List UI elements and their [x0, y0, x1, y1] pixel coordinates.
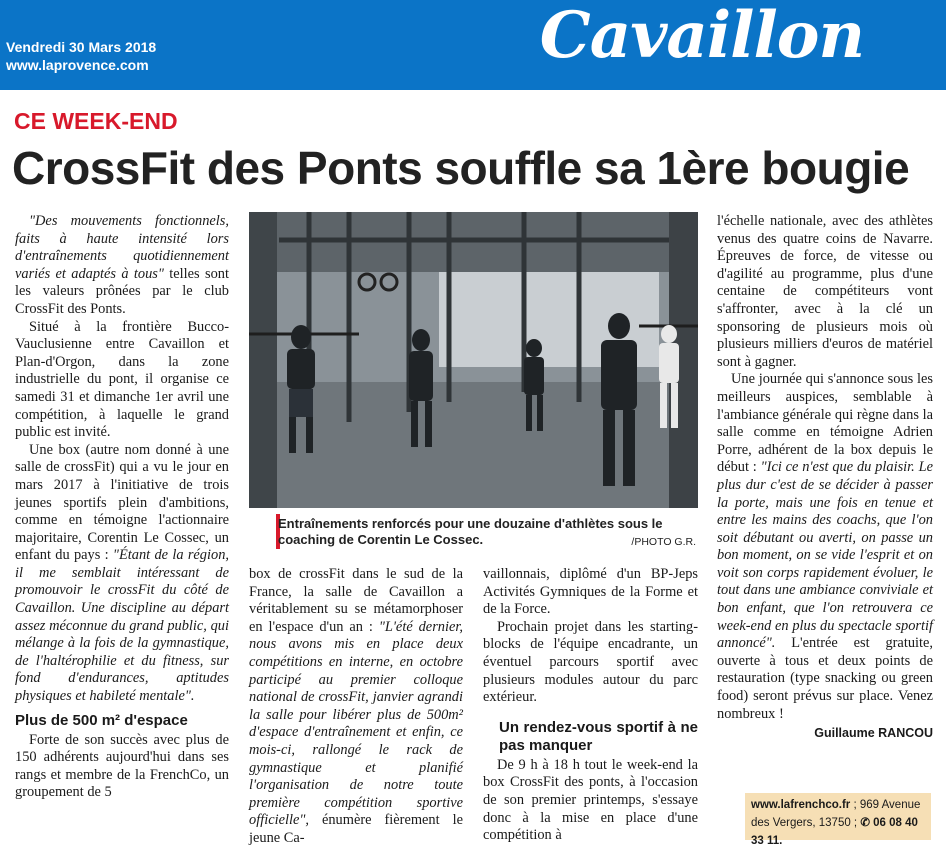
paragraph-text: énumère fièrement le jeune Ca-: [249, 812, 463, 846]
author-byline: Guillaume RANCOU: [814, 726, 933, 741]
paragraph-text: L'entrée est gratuite, ouverte à tous et deux points de restauration (type snacking ou green food) seront prévus sur place. Venez nombreux !: [717, 635, 933, 722]
masthead-date-block: [6, 38, 156, 74]
website-link[interactable]: www.laprovence.com: [6, 57, 149, 73]
masthead-banner: [0, 0, 946, 90]
section-title-city: Cavaillon: [539, 0, 864, 73]
club-website-link[interactable]: www.lafrenchco.fr: [751, 799, 851, 811]
quote-text: "Ici ce n'est que du plaisir. Le plus dur c'est de se décider à passer la porte, mais une fois en tenue et entre les mains des coachs, que l'on soit débutant ou averti, on passe un bon moment, on se vide l'esprit et on voit son corps rapidement évoluer, le tout dans une ambiance conviviale et bon enfant, que l'on retrouvera ce week-end en plus du spectacle sportif annoncé".: [717, 459, 933, 652]
paragraph: Situé à la frontière Bucco-Vauclusienne entre Cavaillon et Plan-d'Orgon, dans la zone industrielle du pont, il organise ce samedi 31 et dimanche 1er avril une compétition, à laquelle le grand public est invité.: [15, 318, 229, 441]
subheading: Un rendez-vous sportif à ne pas manquer: [499, 718, 698, 754]
paragraph: [15, 442, 229, 706]
paragraph: [15, 213, 229, 319]
paragraph: De 9 h à 18 h tout le week-end la box CrossFit des ponts, à l'occasion de son premier printemps, s'essaye donc à la mise en place d'une compétition à: [483, 756, 698, 844]
quote-text: "Des mouvements fonctionnels, faits à haute intensité lors d'entraînements quotidiennement variés et adaptés à tous": [15, 213, 229, 282]
article-photo: [249, 212, 698, 508]
paragraph: [717, 371, 933, 723]
paragraph: l'échelle nationale, avec des athlètes venus des quatre coins de Navarre. Épreuves de force, de vitesse ou d'agilité au programme, plus d'une centaine de compétiteurs vont s'affronter, avec à la clé un sponsoring de plusieurs mois où plusieurs milliers d'euros de matériel sont à gagner.: [717, 213, 933, 370]
paragraph: vaillonnais, diplômé d'un BP-Jeps Activités Gymniques de la Forme et de la Force.: [483, 566, 698, 618]
paragraph-text: Une journée qui s'annonce sous les meilleurs auspices, semblable à l'ambiance générale qui règne dans la salle comme en témoigne Adrien Porre, adhérent de la box depuis le début :: [717, 371, 933, 476]
quote-text: "Étant de la région, il me semblait intéressant de promouvoir le crossFit du côté de Cavaillon. Une discipline au départ assez méconnue du grand public, qui mélange à la fois de la gymnastique, de l'haltérophilie et du fitness, sur fond d'endurances, aptitudes physiques et habileté mentale".: [15, 547, 229, 705]
article-column-4: [717, 213, 933, 743]
article-headline: CrossFit des Ponts souffle sa 1ère bougie: [12, 142, 910, 194]
contact-info-box: [745, 793, 931, 847]
gym-scene-image: [249, 212, 698, 508]
article-column-3: [483, 566, 698, 845]
paragraph: [249, 566, 463, 848]
paragraph: Forte de son succès avec plus de 150 adhérents aujourd'hui dans ses rangs et membre de la FrenchCo, un groupement de 5: [15, 731, 229, 801]
paragraph-text: box de crossFit dans le sud de la France, la salle de Cavaillon a véritablement su se métamorphoser en l'espace d'un an :: [249, 566, 463, 635]
article-column-2: [249, 566, 463, 848]
subheading: Plus de 500 m² d'espace: [15, 711, 188, 729]
paragraph: Prochain projet dans les starting-blocks de l'équipe encadrante, un éventuel parcours sportif avec plusieurs modules autour du parc extérieur.: [483, 618, 698, 706]
club-address: ; 969 Avenue des Vergers, 13750 ;: [751, 799, 921, 829]
article-kicker: CE WEEK-END: [14, 108, 178, 134]
quote-text: "L'été dernier, nous avons mis en place deux compétitions en interne, en octobre participé au premier colloque national de crossFit, janvier agrandi la salle pour libérer plus de 500m² d'espace d'entraînement et enfin, ce mois-ci, rallongé le rack de gymnastique et planifié l'organisation de notre toute première compétition sportive officielle",: [249, 618, 463, 829]
paragraph-text: Une box (autre nom donné à une salle de crossFit) qui a vu le jour en mars 2017 à l'initiative de trois jeunes sportifs plein d'ambitions, comme en témoigne l'actionnaire majoritaire, Corentin Le Cossec, un enfant du pays :: [15, 441, 229, 564]
paragraph-text: telles sont les valeurs prônées par le club CrossFit des Ponts.: [15, 265, 229, 317]
photo-caption: Entraînements renforcés pour une douzaine d'athlètes sous le coaching de Corentin Le Cossec.: [278, 516, 663, 547]
issue-date: Vendredi 30 Mars 2018: [6, 39, 157, 55]
photo-credit: /PHOTO G.R.: [631, 536, 696, 548]
article-column-1: [15, 213, 229, 802]
club-phone: ✆ 06 08 40 33 11.: [751, 817, 918, 847]
